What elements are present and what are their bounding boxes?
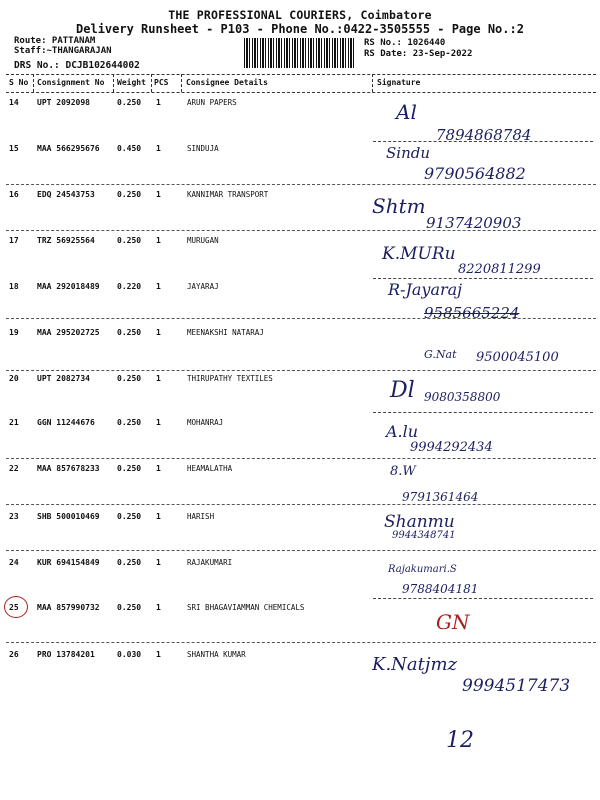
signature: Sindu [386, 144, 430, 162]
row-consignee: SRI BHAGAVIAMMAN CHEMICALS [187, 603, 305, 612]
row-separator [6, 504, 596, 505]
row-separator [6, 642, 596, 643]
row-consignee: ARUN PAPERS [187, 98, 237, 107]
col-divider [151, 74, 152, 92]
row-separator [6, 230, 596, 231]
row-pcs: 1 [156, 374, 161, 383]
row-consignment: EDQ 24543753 [37, 190, 95, 199]
row-weight: 0.250 [117, 190, 142, 199]
row-consignment: PRO 13784201 [37, 650, 95, 659]
barcode-image [244, 38, 356, 68]
row-consignment: SHB 500010469 [37, 512, 100, 521]
page-mark-handwritten: 12 [446, 728, 474, 753]
row-sno: 14 [9, 98, 19, 107]
row-consignee: THIRUPATHY TEXTILES [187, 374, 273, 383]
row-consignee: HARISH [187, 512, 215, 521]
row-separator [6, 458, 596, 459]
row-consignment: MAA 857990732 [37, 603, 100, 612]
row-weight: 0.250 [117, 236, 142, 245]
signature: Shtm [372, 194, 426, 218]
row-consignee: MURUGAN [187, 236, 219, 245]
drs-number: DRS No.: DCJB102644002 [14, 60, 140, 71]
row-pcs: 1 [156, 512, 161, 521]
row-consignee: SHANTHA KUMAR [187, 650, 246, 659]
row-pcs: 1 [156, 282, 161, 291]
row-consignment: GGN 11244676 [37, 418, 95, 427]
row-consignee: KANNIMAR TRANSPORT [187, 190, 269, 199]
row-pcs: 1 [156, 418, 161, 427]
row-sno: 19 [9, 328, 19, 337]
row-sno: 23 [9, 512, 19, 521]
row-weight: 0.030 [117, 650, 142, 659]
runsheet-title: Delivery Runsheet - P103 - Phone No.:0422-3505555 - Page No.:2 [76, 22, 524, 36]
phone-handwritten: 8220811299 [458, 262, 541, 277]
route-label: Route: PATTANAM [14, 36, 96, 46]
row-sno: 15 [9, 144, 19, 153]
row-consignee: RAJAKUMARI [187, 558, 233, 567]
row-consignment: KUR 694154849 [37, 558, 100, 567]
row-pcs: 1 [156, 144, 161, 153]
row-sno: 20 [9, 374, 19, 383]
signature: Rajakumari.S [388, 564, 457, 575]
signature: K.Natjmz [372, 654, 458, 675]
phone-handwritten: 9788404181 [402, 582, 479, 596]
row-sno: 24 [9, 558, 19, 567]
row-sno: 17 [9, 236, 19, 245]
row-separator [6, 318, 596, 319]
col-header-consignee: Consignee Details [186, 78, 268, 87]
phone-handwritten: 9080358800 [424, 390, 501, 404]
phone-handwritten: 9994517473 [462, 676, 571, 696]
row-separator [373, 598, 593, 599]
row-consignment: UPT 2092098 [37, 98, 90, 107]
row-pcs: 1 [156, 328, 161, 337]
signature: GN [436, 610, 470, 634]
row-pcs: 1 [156, 650, 161, 659]
signature: Shanmu [384, 512, 455, 532]
row-sno: 21 [9, 418, 19, 427]
row-consignee: MOHANRAJ [187, 418, 224, 427]
company-title: THE PROFESSIONAL COURIERS, Coimbatore [168, 8, 432, 22]
signature: Dl [390, 378, 415, 403]
col-divider [33, 74, 34, 92]
col-divider [372, 74, 373, 92]
row-sno: 26 [9, 650, 19, 659]
row-pcs: 1 [156, 98, 161, 107]
header-bottom-rule [6, 92, 596, 93]
col-divider [181, 74, 182, 92]
row-sno: 22 [9, 464, 19, 473]
row-sno: 18 [9, 282, 19, 291]
row-weight: 0.250 [117, 418, 142, 427]
rs-number: RS No.: 1026440 [364, 38, 446, 48]
row-consignee: SINDUJA [187, 144, 219, 153]
row-separator [6, 550, 596, 551]
row-consignment: UPT 2082734 [37, 374, 90, 383]
row-consignment: MAA 857678233 [37, 464, 100, 473]
signature: Al [396, 100, 417, 124]
col-header-pcs: PCS [154, 78, 169, 87]
row-separator [373, 141, 593, 142]
col-header-weight: Weight [117, 78, 146, 87]
row-separator [373, 278, 593, 279]
phone-handwritten: 9994292434 [410, 440, 493, 455]
phone-handwritten: 9585665224 [424, 304, 520, 322]
phone-handwritten: 9500045100 [476, 350, 559, 365]
phone-handwritten: 9790564882 [424, 164, 526, 183]
row-weight: 0.250 [117, 464, 142, 473]
row-weight: 0.250 [117, 98, 142, 107]
col-header-consignment: Consignment No [37, 78, 105, 87]
row-pcs: 1 [156, 236, 161, 245]
row-sno: 16 [9, 190, 19, 199]
row-weight: 0.220 [117, 282, 142, 291]
row-pcs: 1 [156, 603, 161, 612]
row-consignment: TRZ 56925564 [37, 236, 95, 245]
row-weight: 0.250 [117, 374, 142, 383]
row-weight: 0.250 [117, 558, 142, 567]
row-weight: 0.250 [117, 603, 142, 612]
signature: G.Nat [424, 348, 457, 361]
col-divider [113, 74, 114, 92]
col-header-sno: S No [9, 78, 29, 87]
row-pcs: 1 [156, 190, 161, 199]
row-weight: 0.250 [117, 512, 142, 521]
row-consignee: HEAMALATHA [187, 464, 233, 473]
signature: A.lu [386, 422, 419, 441]
col-header-signature: Signature [377, 78, 421, 87]
staff-label: Staff:~THANGARAJAN [14, 46, 112, 56]
row-weight: 0.250 [117, 328, 142, 337]
signature: R-Jayaraj [388, 280, 463, 299]
row-consignment: MAA 292018489 [37, 282, 100, 291]
row-pcs: 1 [156, 464, 161, 473]
phone-handwritten: 7894868784 [436, 126, 532, 144]
row-separator [6, 370, 596, 371]
signature: K.MURu [382, 244, 456, 264]
row-consignee: JAYARAJ [187, 282, 219, 291]
row-separator [6, 184, 596, 185]
header-top-rule [6, 74, 596, 75]
phone-handwritten: 9944348741 [392, 530, 456, 541]
row-weight: 0.450 [117, 144, 142, 153]
row-separator [373, 412, 593, 413]
phone-handwritten: 9791361464 [402, 490, 479, 504]
phone-handwritten: 9137420903 [426, 214, 522, 232]
signature: 8.W [390, 464, 416, 479]
row-consignment: MAA 295202725 [37, 328, 100, 337]
rs-date: RS Date: 23-Sep-2022 [364, 49, 473, 59]
row-consignee: MEENAKSHI NATARAJ [187, 328, 264, 337]
row-consignment: MAA 566295676 [37, 144, 100, 153]
row-sno: 25 [9, 603, 19, 612]
row-pcs: 1 [156, 558, 161, 567]
